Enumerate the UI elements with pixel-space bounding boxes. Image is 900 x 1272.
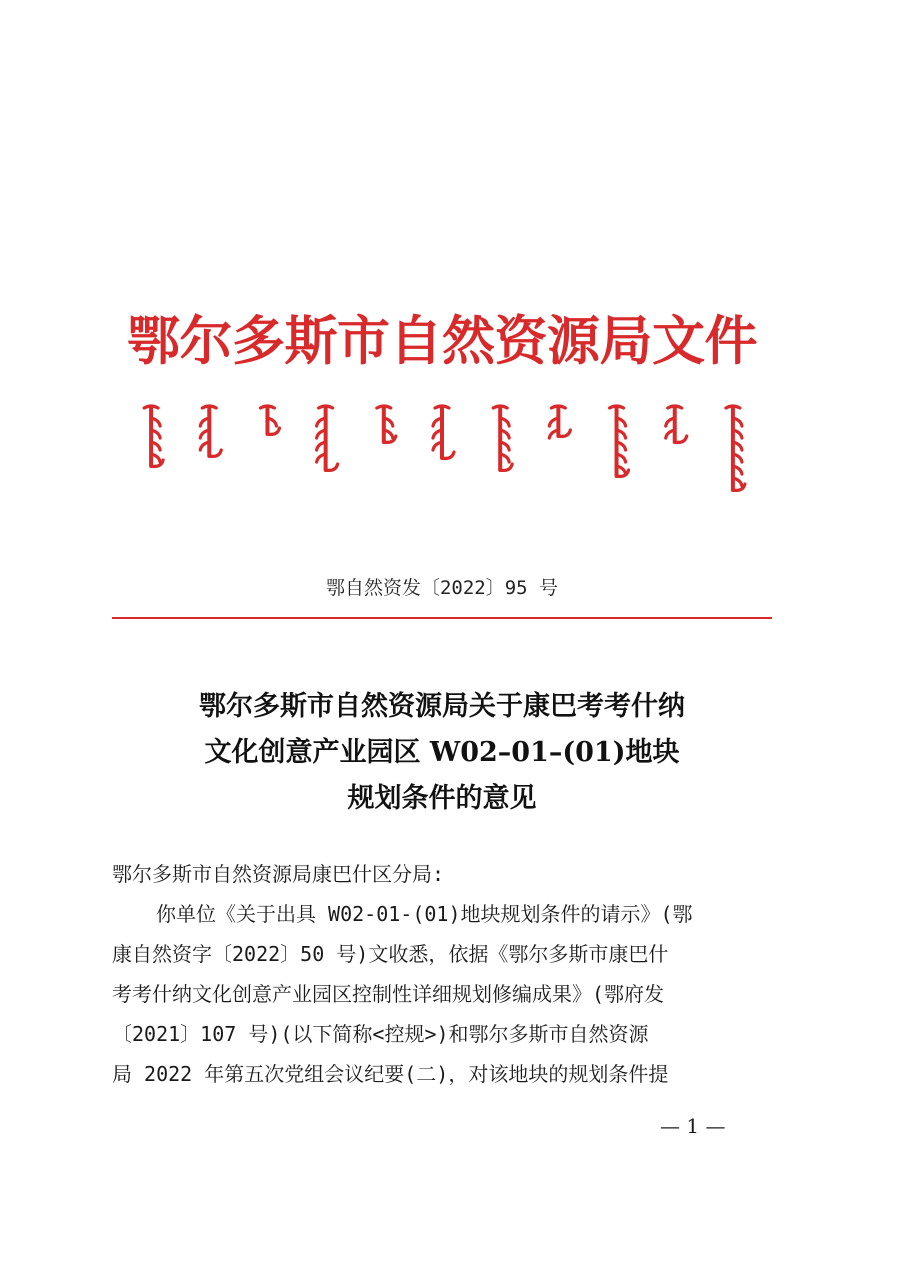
mongolian-word-glyph bbox=[317, 406, 338, 470]
mongolian-word-glyph bbox=[726, 406, 745, 490]
mongolian-word-glyph bbox=[433, 406, 454, 458]
mongolian-word-glyph bbox=[260, 406, 279, 434]
title-line-2: 文化创意产业园区 W02–01–(01)地块 bbox=[204, 737, 680, 768]
salutation: 鄂尔多斯市自然资源局康巴什区分局: bbox=[112, 862, 445, 886]
body-line-2: 康自然资字〔2022〕50 号)文收悉，依据《鄂尔多斯市康巴什 bbox=[112, 942, 669, 966]
title-line-3: 规划条件的意见 bbox=[347, 783, 537, 814]
body-line-1: 你单位《关于出具 W02-01-(01)地块规划条件的请示》(鄂 bbox=[156, 902, 693, 926]
mongolian-word-glyph bbox=[549, 406, 570, 438]
body-line-4: 〔2021〕107 号)(以下简称<控规>)和鄂尔多斯市自然资源 bbox=[112, 1022, 649, 1046]
document-body bbox=[112, 854, 776, 1094]
mongolian-script-masthead bbox=[122, 404, 762, 494]
page-number: — 1 — bbox=[660, 1114, 726, 1138]
red-divider-line bbox=[112, 617, 772, 619]
mongolian-word-glyph bbox=[493, 406, 512, 470]
document-title bbox=[112, 684, 772, 822]
body-line-5: 局 2022 年第五次党组会议纪要(二)，对该地块的规划条件提 bbox=[112, 1062, 669, 1086]
body-line-3: 考考什纳文化创意产业园区控制性详细规划修编成果》(鄂府发 bbox=[112, 982, 665, 1006]
mongolian-word-glyph bbox=[666, 406, 687, 442]
mongolian-word-glyph bbox=[144, 406, 163, 466]
mongolian-word-glyph bbox=[377, 406, 396, 442]
mongolian-word-glyph bbox=[200, 406, 221, 456]
title-line-1: 鄂尔多斯市自然资源局关于康巴考考什纳 bbox=[199, 691, 685, 722]
mongolian-word-glyph bbox=[610, 406, 629, 476]
document-number: 鄂自然资发〔2022〕95 号 bbox=[325, 577, 559, 599]
masthead-title: 鄂尔多斯市自然资源局文件 bbox=[127, 311, 757, 372]
